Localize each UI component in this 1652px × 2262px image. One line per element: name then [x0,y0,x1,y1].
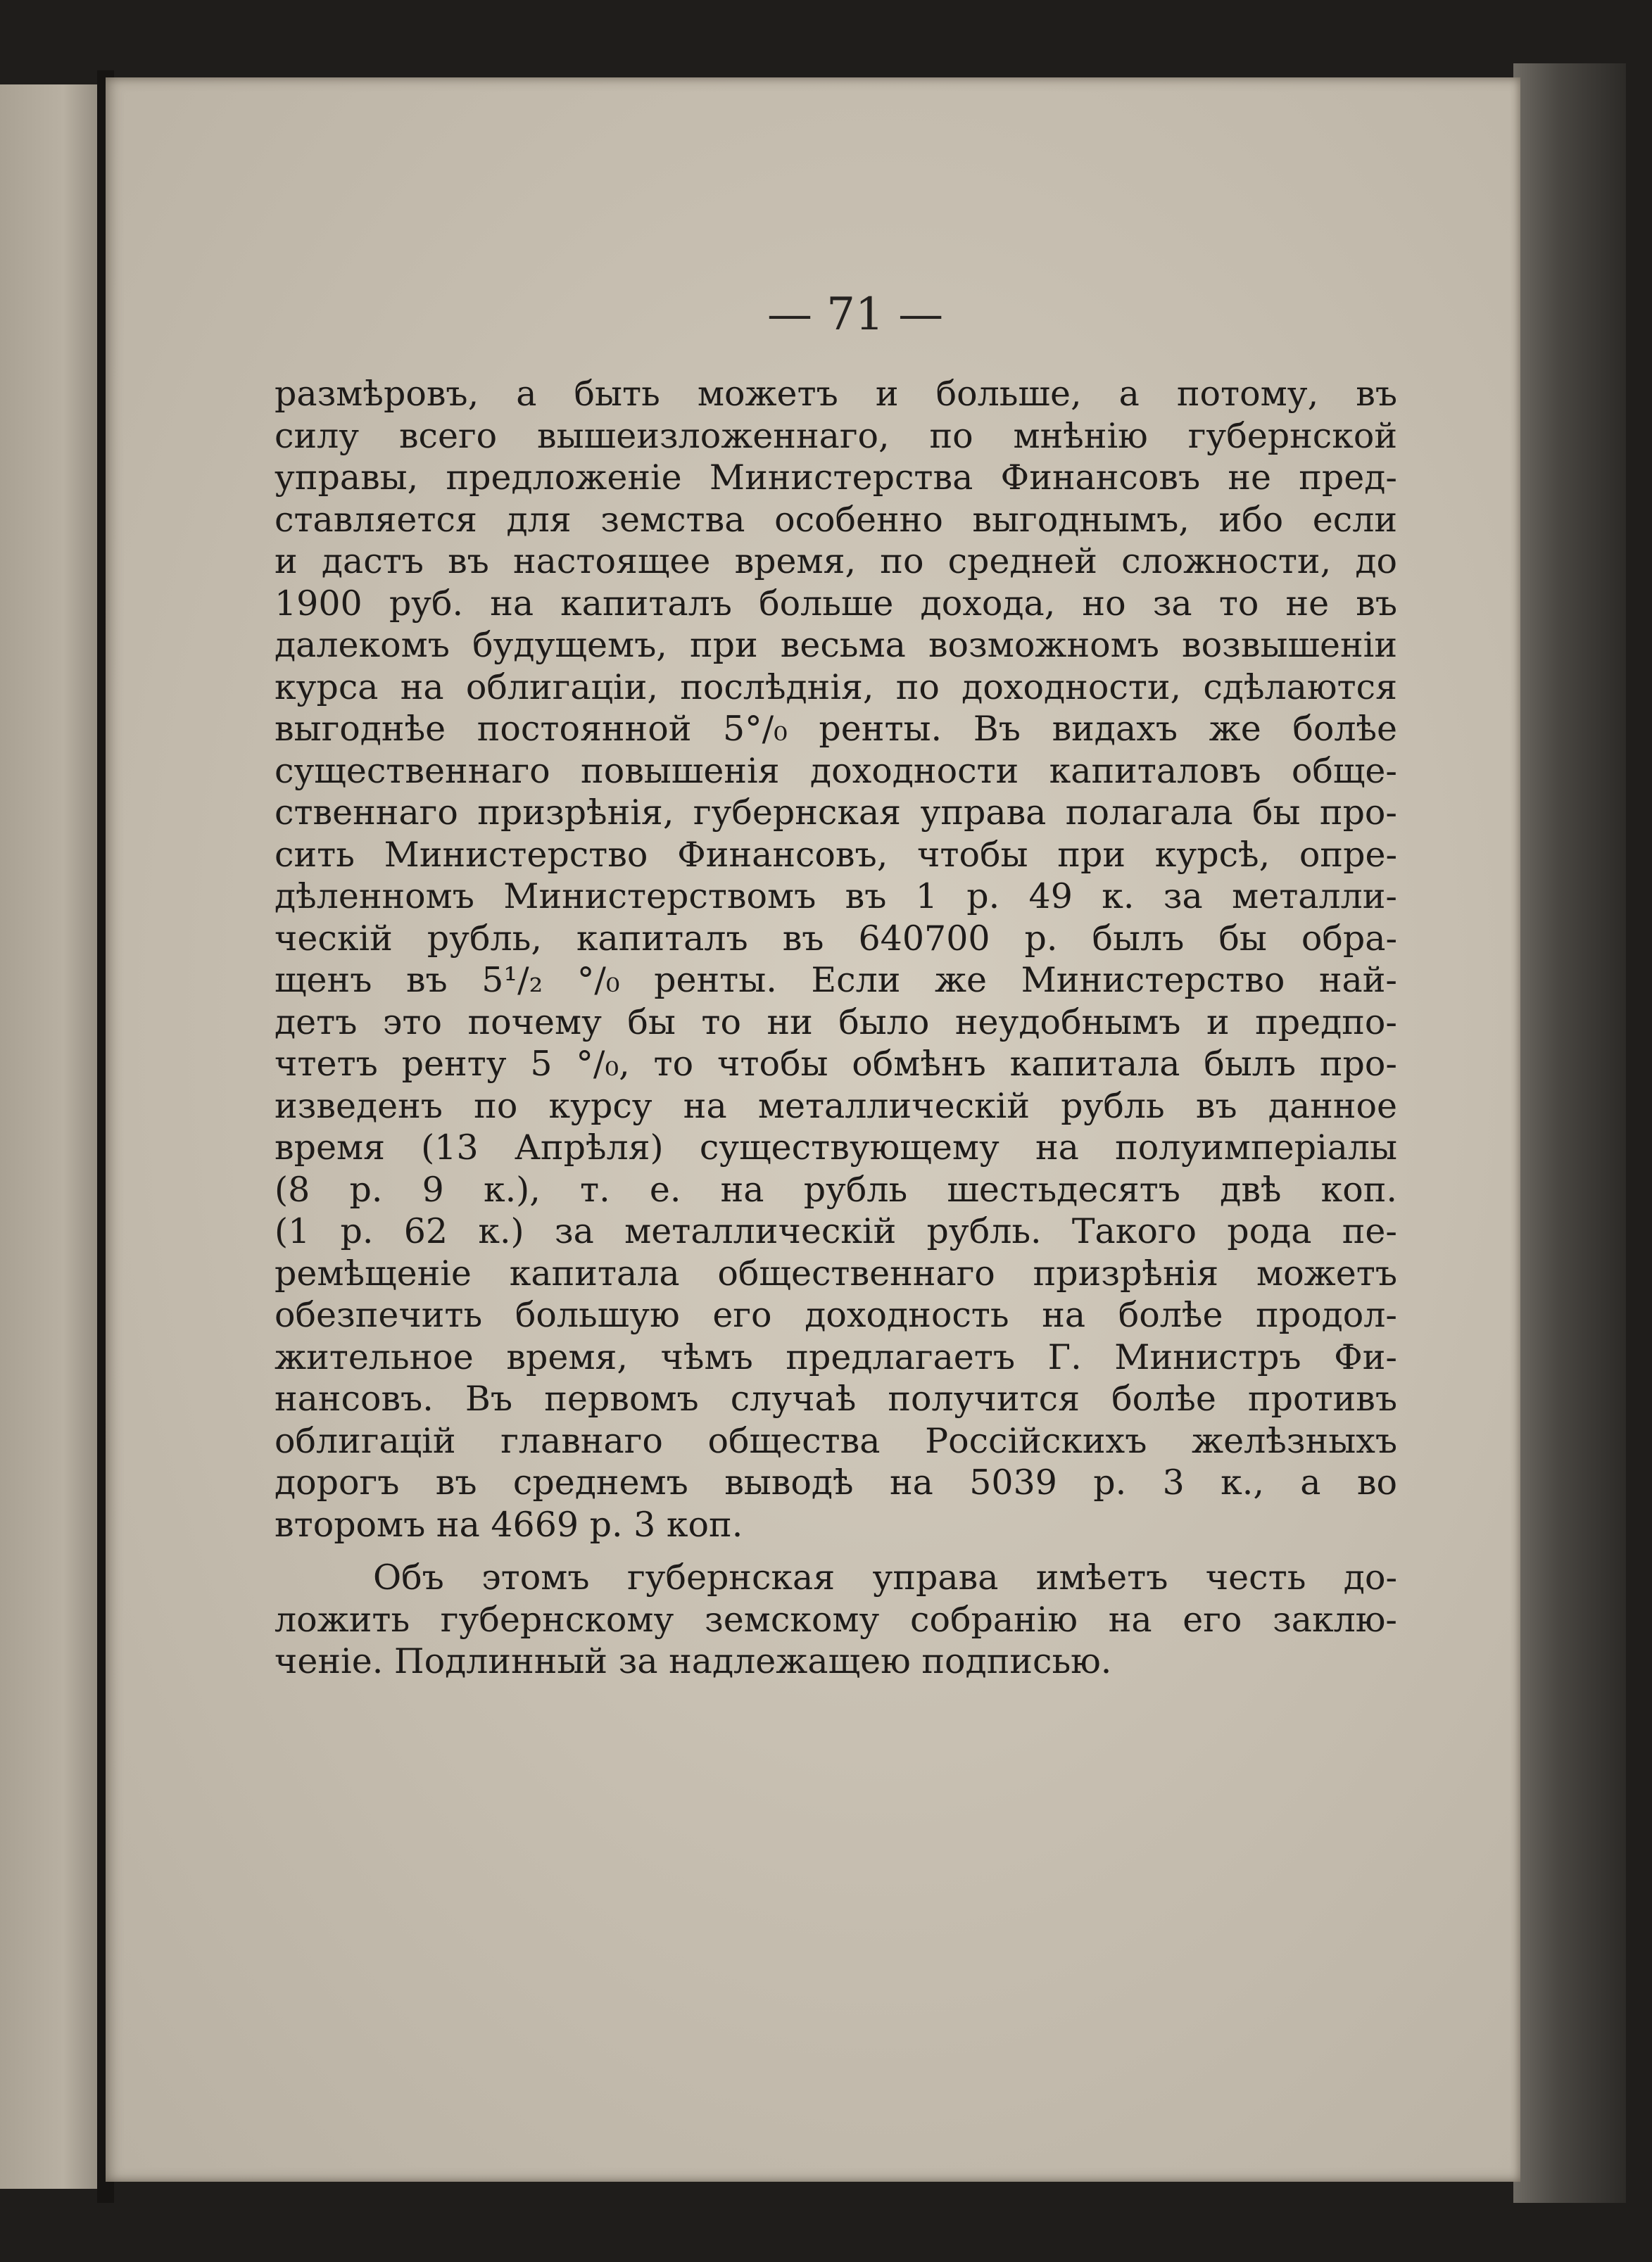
paragraph-2 [275,1557,1397,1683]
text-line: ложить губернскому земскому собранію на его заклю- [275,1599,1397,1640]
text-line: Объ этомъ губернская управа имѣетъ честь до- [373,1558,1397,1598]
text-line: время (13 Апрѣля) существующему на полуимперіалы [275,1127,1397,1168]
page-number: — 71 — [767,289,944,341]
book-page [106,77,1520,2182]
page-text [275,373,1397,1683]
text-line: курса на облигаціи, послѣднія, по доходности, сдѣлаются [275,666,1397,707]
text-line: дорогъ въ среднемъ выводѣ на 5039 р. 3 к., а во [275,1462,1397,1503]
text-line: второмъ на 4669 р. 3 коп. [275,1504,743,1545]
text-line: ремѣщеніе капитала общественнаго призрѣнія можетъ [275,1253,1397,1294]
text-line: управы, предложеніе Министерства Финансовъ не пред- [275,457,1397,498]
book-cover-edge [1513,63,1626,2203]
text-line: щенъ въ 5¹/₂ °/₀ ренты. Если же Министерство най- [275,960,1397,1000]
paragraph-1 [275,373,1397,1546]
text-line: размѣровъ, а быть можетъ и больше, а потому, въ [275,374,1397,414]
text-line: ставляется для земства особенно выгоднымъ, ибо если [275,499,1397,540]
text-line: выгоднѣе постоянной 5°/₀ ренты. Въ видахъ же болѣе [275,709,1397,749]
text-line: изведенъ по курсу на металлическій рубль въ данное [275,1085,1397,1126]
text-line: детъ это почему бы то ни было неудобнымъ и предпо- [275,1002,1397,1042]
paragraph-gap [275,1546,1397,1557]
text-line: ственнаго призрѣнія, губернская управа полагала бы про- [275,792,1397,833]
text-line: (1 р. 62 к.) за металлическій рубль. Такого рода пе- [275,1211,1397,1251]
text-line: обезпечить большую его доходность на болѣе продол- [275,1295,1397,1335]
text-line: ческій рубль, капиталъ въ 640700 р. былъ бы обра- [275,918,1397,959]
text-line: силу всего вышеизложеннаго, по мнѣнію губернской [275,415,1397,456]
text-line: (8 р. 9 к.), т. е. на рубль шестьдесятъ двѣ коп. [275,1169,1397,1210]
text-line: 1900 руб. на капиталъ больше дохода, но за то не въ [275,583,1397,624]
text-line: нансовъ. Въ первомъ случаѣ получится болѣе противъ [275,1379,1397,1419]
text-line: дѣленномъ Министерствомъ въ 1 р. 49 к. за металли- [275,876,1397,916]
text-line: далекомъ будущемъ, при весьма возможномъ возвышеніи [275,625,1397,665]
text-line: облигацій главнаго общества Россійскихъ желѣзныхъ [275,1420,1397,1461]
text-line: и дастъ въ настоящее время, по средней сложности, до [275,541,1397,581]
text-line: сить Министерство Финансовъ, чтобы при курсѣ, опре- [275,834,1397,875]
text-line: жительное время, чѣмъ предлагаетъ Г. Министръ Фи- [275,1337,1397,1377]
facing-page-edge [0,84,106,2189]
text-line: существеннаго повышенія доходности капиталовъ обще- [275,750,1397,791]
text-line: ченіе. Подлинный за надлежащею подписью. [275,1641,1112,1681]
text-line: чтетъ ренту 5 °/₀, то чтобы обмѣнъ капитала былъ про- [275,1044,1397,1084]
